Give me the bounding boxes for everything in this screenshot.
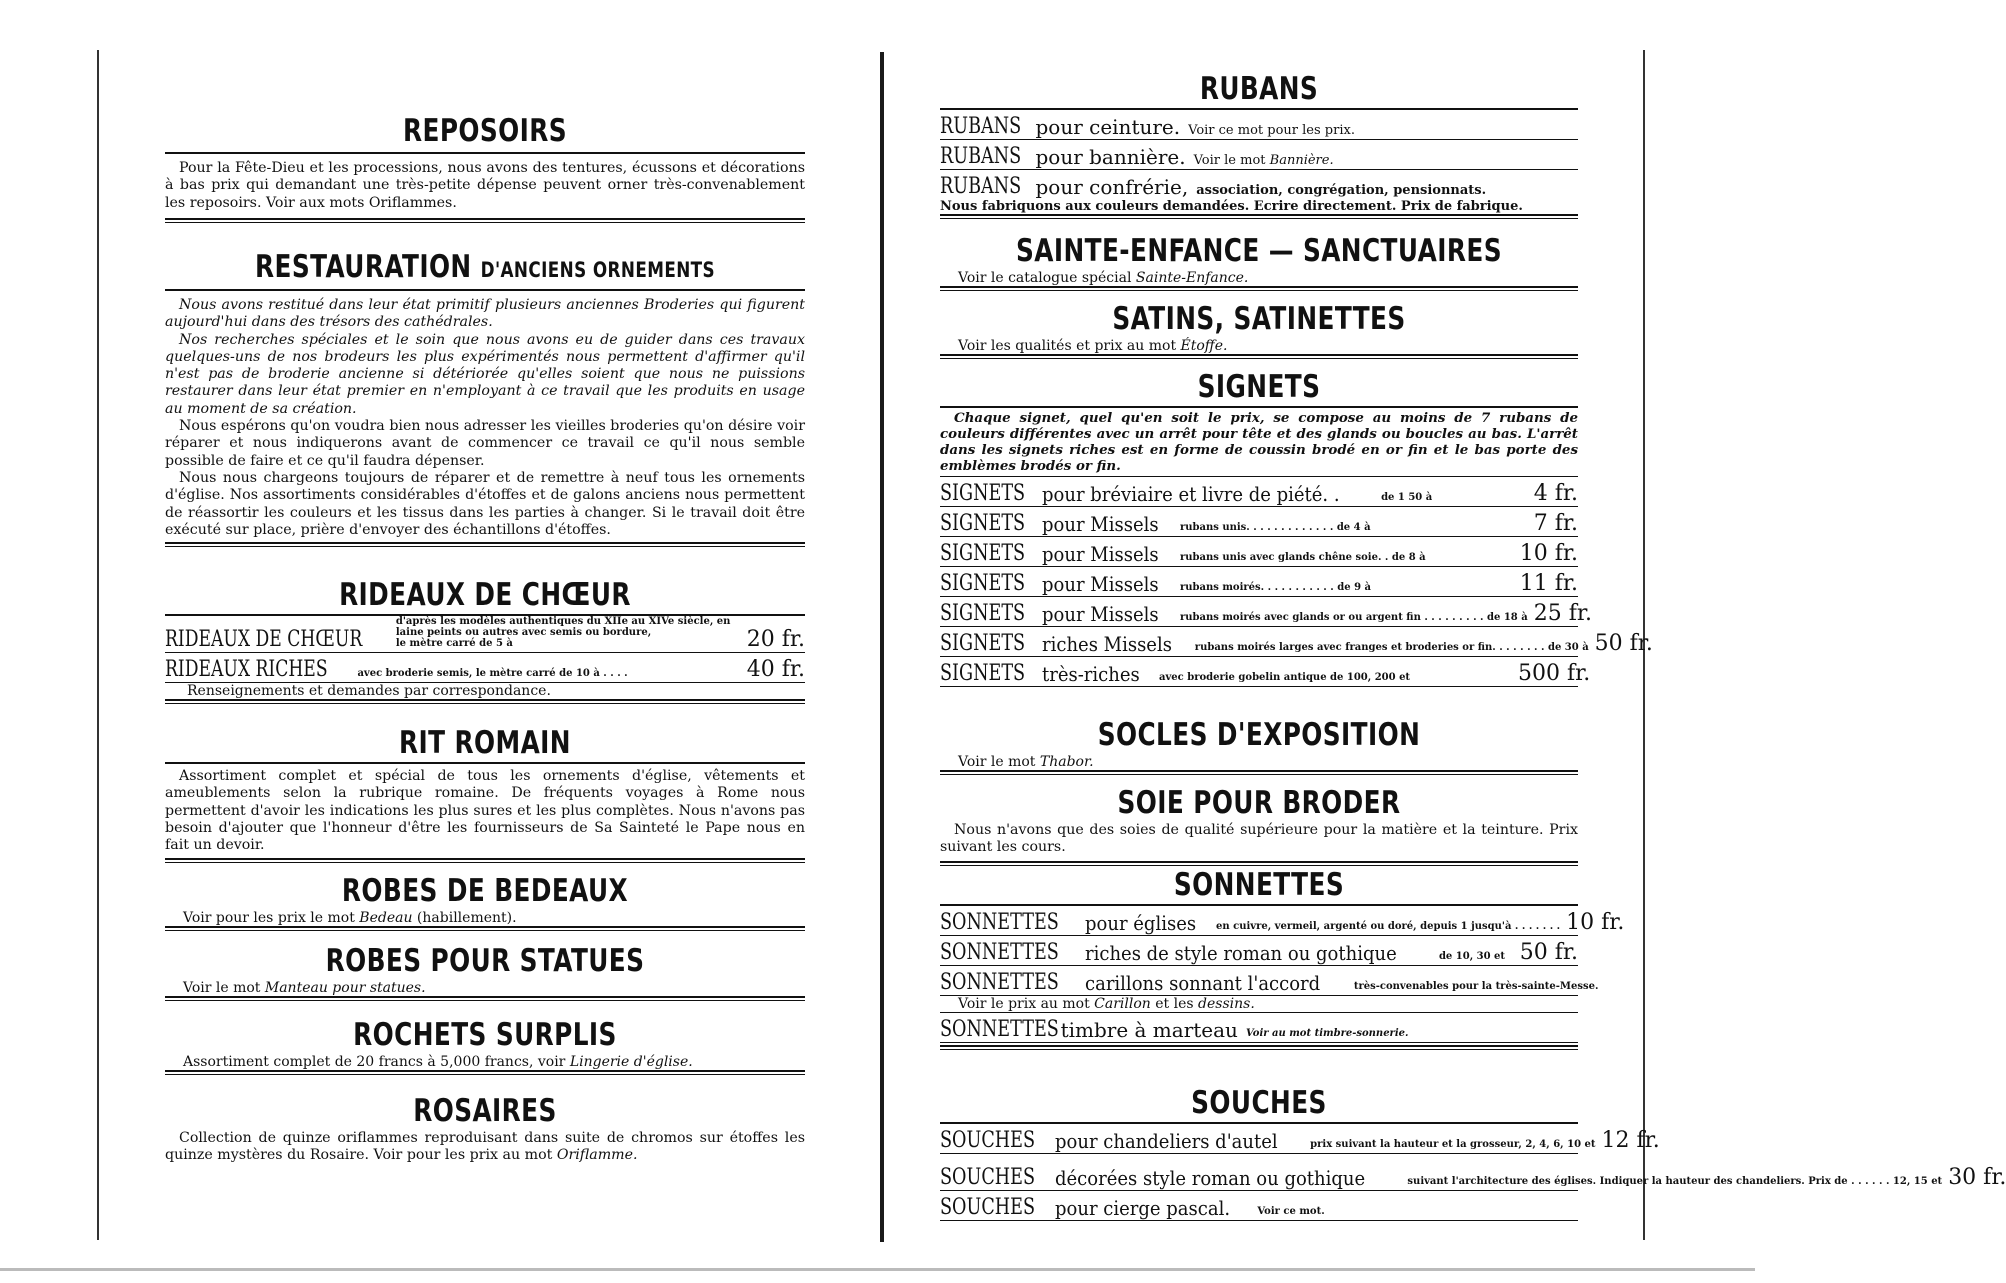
section-rosaires: [165, 1092, 805, 1165]
row-description: rubans unis. . . . . . . . . . . . . de 4 à: [1179, 522, 1371, 533]
section-text: Assortiment complet et spécial de tous les ornements d'église, vêtements et ameublements selon la rubrique romaine. De fréquents voyages à Rome nous permettent d'avoir les indications les plus sures et les plus complètes. Nous n'avons pas besoin d'ajouter que l'honneur d'être les fournisseurs de Sa Sainteté le Pape nous en fait un devoir.: [165, 768, 805, 854]
entry-row: RUBANS pour confrérie, association, congrégation, pensionnats.: [940, 174, 1487, 199]
row-name: SIGNETS: [940, 481, 1026, 506]
left-page-edge: [97, 50, 99, 1240]
section-text: Pour la Fête-Dieu et les processions, nous avons des tentures, écussons et décorations à bas prix qui demandant une très-petite dépense peuvent orner très-convenablement les reposoirs. Voir aux mots Oriflammes.: [165, 160, 805, 211]
section-title: REPOSOIRS: [402, 113, 568, 149]
table-row: [940, 477, 1578, 507]
row-label: pour Missels: [1042, 602, 1159, 626]
row-description: rubans unis avec glands chêne soie. . de 8 à: [1179, 552, 1426, 563]
row-name: SIGNETS: [940, 661, 1026, 686]
row-name: SIGNETS: [940, 511, 1026, 536]
price-row: RIDEAUX RICHES avec broderie semis, le mètre carré de 10 à . . . . 40 fr.: [165, 653, 805, 683]
row-price: 4 fr.: [1533, 481, 1578, 506]
row-name: SONNETTES: [940, 970, 1059, 995]
section-text: Collection de quinze oriflammes reproduisant dans suite de chromos sur étoffes les quinze mystères du Rosaire. Voir pour les prix au mot Oriflamme.: [165, 1130, 805, 1164]
paragraph: Nos recherches spéciales et le soin que nous avons eu de guider dans ces travaux quelques-uns de nos brodeurs les plus expérimentés nous permettent d'affirmer qu'il n'est pas de broderie ancienne si détériorée qu'elles soient que nous ne puissions restaurer dans leur état premier en n'employant à ce travail que les produits en usage au moment de sa création.: [165, 331, 805, 417]
row-label: pour cierge pascal.: [1054, 1196, 1230, 1220]
row-description: en cuivre, vermeil, argenté ou doré, depuis 1 jusqu'à . . . . . . .: [1216, 921, 1561, 932]
row-label: pour Missels: [1042, 542, 1159, 566]
row-description: suivant l'architecture des églises. Indiquer la hauteur des chandeliers. Prix de . . . . . . 12, 15 et: [1407, 1176, 1943, 1187]
section-title: ROBES POUR STATUES: [325, 943, 645, 979]
section-reposoirs: [165, 112, 805, 223]
section-rit-romain: [165, 724, 805, 863]
section-signets: [940, 368, 1653, 687]
row-name: SOUCHES: [940, 1128, 1036, 1153]
section-title: RIDEAUX DE CHŒUR: [339, 577, 631, 613]
row-price: 50 fr.: [1519, 940, 1578, 965]
row-label: pour églises: [1084, 911, 1196, 935]
row-label: carillons sonnant l'accord: [1084, 971, 1320, 995]
paragraph: Nous espérons qu'on voudra bien nous adresser les vieilles broderies qu'on désire voir réparer et nous indiquerons avant de commencer ce travail ce qu'il nous semble possible de faire et ce qu'il faudra dépenser.: [165, 418, 805, 469]
table-row: [940, 507, 1578, 537]
section-rubans: RUBANS RUBANS pour ceinture. Voir ce mot pour les prix. RUBANS pour bannière. Voir le mot Bannière. RUBANS pour confrérie, association, congrégation, pensionnats. Nous fabriquons aux couleurs demandées. Ecrire directement. Prix de fabrique.: [940, 70, 1578, 219]
row-description: de 1 50 à: [1381, 492, 1433, 503]
table-row: [940, 906, 1625, 936]
entry-row: SONNETTES timbre à marteau Voir au mot timbre-sonnerie.: [940, 1012, 1578, 1043]
row-description: prix suivant la hauteur et la grosseur, 2, 4, 6, 10 et: [1310, 1139, 1596, 1150]
row-label: riches Missels: [1042, 632, 1173, 656]
row-name: SIGNETS: [940, 571, 1026, 596]
table-row: [940, 597, 1592, 627]
row-price: 50 fr.: [1594, 631, 1653, 656]
row-description: rubans moirés. . . . . . . . . . . de 9 à: [1179, 582, 1371, 593]
row-price: 500 fr.: [1518, 661, 1591, 686]
price-row: RIDEAUX DE CHŒUR d'après les modèles authentiques du XIIe au XIVe siècle, en laine peints ou autres avec semis ou bordure, le mètre carré de 5 à 20 fr.: [165, 616, 805, 652]
section-socles: SOCLES D'EXPOSITION Voir le mot Thabor.: [940, 716, 1578, 775]
table-row: [940, 537, 1578, 567]
section-title: SOIE POUR BRODER: [1117, 785, 1401, 821]
row-description: Voir ce mot.: [1257, 1206, 1325, 1217]
section-satins: SATINS, SATINETTES Voir les qualités et prix au mot Étoffe.: [940, 300, 1578, 359]
signets-table: [940, 476, 1653, 687]
row-price: 10 fr.: [1566, 910, 1625, 935]
row-label: pour Missels: [1042, 512, 1159, 536]
souches-table: [940, 1122, 2006, 1221]
section-souches: [940, 1084, 2006, 1221]
row-label: décorées style roman ou gothique: [1054, 1166, 1365, 1190]
row-description: rubans moirés avec glands or ou argent fin . . . . . . . . . de 18 à: [1179, 612, 1528, 623]
row-name: SIGNETS: [940, 601, 1026, 626]
table-row: [940, 627, 1653, 657]
section-statues: ROBES POUR STATUES Voir le mot Manteau pour statues.: [165, 942, 805, 1001]
section-title: RUBANS: [1199, 71, 1319, 107]
row-description: avec broderie gobelin antique de 100, 200 et: [1158, 672, 1411, 683]
entry-row: RUBANS pour ceinture. Voir ce mot pour les prix.: [940, 108, 1578, 140]
row-description: très-convenables pour la très-sainte-Messe.: [1353, 981, 1599, 992]
section-bedeaux: ROBES DE BEDEAUX Voir pour les prix le mot Bedeau (habillement).: [165, 872, 805, 931]
section-title: ROSAIRES: [413, 1093, 557, 1129]
row-name: SONNETTES: [940, 910, 1059, 935]
section-rochets: ROCHETS SURPLIS Assortiment complet de 20 francs à 5,000 francs, voir Lingerie d'église.: [165, 1016, 805, 1075]
section-title: ROCHETS SURPLIS: [353, 1017, 617, 1053]
table-row: [940, 1154, 2006, 1191]
row-price: 7 fr.: [1533, 511, 1578, 536]
row-label: pour bréviaire et livre de piété. .: [1042, 482, 1340, 506]
section-sonnettes: SONNETTES SONNETTES pour églises en cuivre, vermeil, argenté ou doré, depuis 1 jusqu'à . . . . . . . 10 fr. SONNETTES riches de style roman ou gothique de 10, 30 et 50 fr. SONNETTES carillons sonnant l'accord très-convenables pour la très-sainte-Messe. Voir le prix au mot Carillon et les dessins. SONNETTES timbre à marteau Voir au mot timbre-sonnerie.: [940, 866, 1578, 1050]
row-price: 11 fr.: [1519, 571, 1578, 596]
section-title: SIGNETS: [1197, 369, 1321, 405]
section-text: Nous n'avons que des soies de qualité supérieure pour la matière et la teinture. Prix suivant les cours.: [940, 822, 1578, 856]
section-intro: Chaque signet, quel qu'en soit le prix, se compose au moins de 7 rubans de couleurs différentes avec un arrêt pour tête et des glands ou boucles au bas. L'arrêt dans les signets riches est en forme de coussin brodé en or fin et le bas porte des emblèmes brodés or fin.: [940, 410, 1578, 474]
table-row: [940, 567, 1578, 597]
section-title: ROBES DE BEDEAUX: [341, 873, 629, 909]
section-title: RESTAURATION D'ANCIENS ORNEMENTS: [254, 249, 716, 285]
row-name: SOUCHES: [940, 1165, 1036, 1190]
section-title: SATINS, SATINETTES: [1112, 301, 1406, 337]
entry-row: RUBANS pour bannière. Voir le mot Bannière.: [940, 140, 1578, 170]
row-price: 25 fr.: [1533, 601, 1592, 626]
row-label: pour Missels: [1042, 572, 1159, 596]
bottom-edge: [0, 1268, 1755, 1271]
row-price: 30 fr.: [1948, 1165, 2006, 1190]
book-spine: [880, 52, 884, 1242]
row-label: pour chandeliers d'autel: [1054, 1129, 1278, 1153]
row-name: SOUCHES: [940, 1195, 1036, 1220]
paragraph: Nous avons restitué dans leur état primitif plusieurs anciennes Broderies qui figurent aujourd'hui dans des trésors des cathédrales.: [165, 297, 805, 331]
section-restauration: [165, 248, 805, 547]
row-price: 12 fr.: [1601, 1128, 1660, 1153]
paragraph: Nous nous chargeons toujours de réparer et de remettre à neuf tous les ornements d'église. Nos assortiments considérables d'étoffes et de galons anciens nous permettent de réassortir les couleurs et les tissus dans les parties à changer. Si le travail doit être exécuté sur place, prière d'envoyer des échantillons d'étoffes.: [165, 469, 805, 538]
section-rideaux: RIDEAUX DE CHŒUR RIDEAUX DE CHŒUR d'après les modèles authentiques du XIIe au XIVe siècle, en laine peints ou autres avec semis ou bordure, le mètre carré de 5 à 20 fr. RIDEAUX RICHES avec broderie semis, le mètre carré de 10 à . . . . 40 fr. Renseignements et demandes par correspondance.: [165, 576, 805, 704]
table-row: [940, 657, 1591, 687]
row-name: SIGNETS: [940, 541, 1026, 566]
row-label: riches de style roman ou gothique: [1084, 941, 1397, 965]
row-description: rubans moirés larges avec franges et broderies or fin. . . . . . . . de 30 à: [1194, 642, 1589, 653]
section-sainte-enfance: SAINTE-ENFANCE — SANCTUAIRES Voir le catalogue spécial Sainte-Enfance.: [940, 232, 1578, 291]
table-row: [940, 1124, 1660, 1154]
table-row: [940, 1191, 1578, 1221]
table-row: [940, 936, 1578, 966]
row-price: 10 fr.: [1519, 541, 1578, 566]
section-title: SONNETTES: [1173, 867, 1345, 903]
section-title: SOUCHES: [1191, 1085, 1327, 1121]
row-description: de 10, 30 et: [1438, 951, 1506, 962]
table-row: [940, 966, 1599, 996]
row-label: très-riches: [1042, 662, 1141, 686]
row-name: SIGNETS: [940, 631, 1026, 656]
section-title: SOCLES D'EXPOSITION: [1097, 717, 1421, 753]
row-name: SONNETTES: [940, 940, 1059, 965]
section-title: SAINTE-ENFANCE — SANCTUAIRES: [1016, 233, 1502, 269]
section-title: RIT ROMAIN: [399, 725, 571, 761]
section-soie: [940, 784, 1578, 866]
